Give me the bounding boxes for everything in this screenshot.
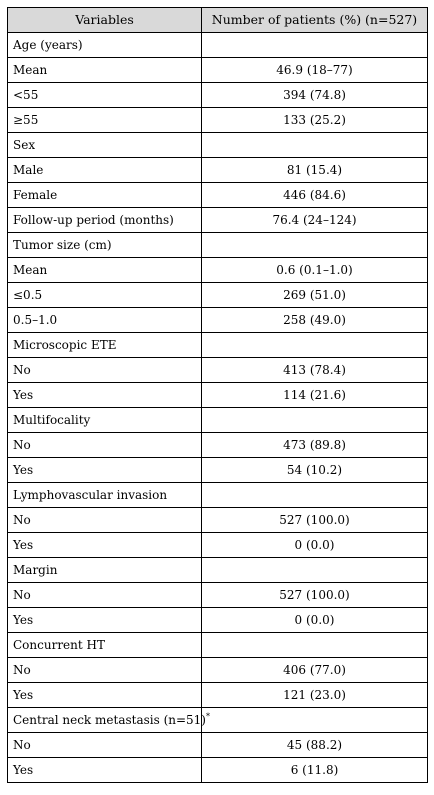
table-row: [8, 58, 428, 83]
row-label: [8, 258, 202, 283]
row-label-text: Concurrent HT: [13, 638, 105, 652]
row-value: [202, 558, 428, 583]
row-label-text: No: [13, 513, 31, 527]
row-value: 54 (10.2): [202, 458, 428, 483]
row-label: [8, 483, 202, 508]
row-label-text: Female: [13, 188, 58, 202]
table-row: [8, 233, 428, 258]
table-row: [8, 108, 428, 133]
table-row: [8, 533, 428, 558]
row-label: [8, 158, 202, 183]
row-label: [8, 633, 202, 658]
row-label-text: Yes: [13, 763, 34, 777]
row-label-text: Lymphovascular invasion: [13, 488, 168, 502]
row-label-text: Mean: [13, 263, 48, 277]
row-label-text: Multifocality: [13, 413, 91, 427]
row-label: [8, 208, 202, 233]
row-label-text: Yes: [13, 388, 34, 402]
row-label: [8, 733, 202, 758]
row-value: [202, 408, 428, 433]
table-row: [8, 558, 428, 583]
table-row: [8, 733, 428, 758]
row-label: [8, 583, 202, 608]
row-label: [8, 408, 202, 433]
table-row: [8, 258, 428, 283]
table-row: [8, 208, 428, 233]
patient-characteristics-table: [7, 7, 428, 783]
row-label-text: No: [13, 588, 31, 602]
row-label-text: Tumor size (cm): [13, 238, 112, 252]
row-value: 394 (74.8): [202, 83, 428, 108]
row-value: 76.4 (24–124): [202, 208, 428, 233]
table-row: [8, 708, 428, 733]
table-row: [8, 683, 428, 708]
row-value: 114 (21.6): [202, 383, 428, 408]
row-value: [202, 633, 428, 658]
row-label-text: Male: [13, 163, 44, 177]
row-value: [202, 233, 428, 258]
row-value: 133 (25.2): [202, 108, 428, 133]
row-label-text: No: [13, 663, 31, 677]
row-value: [202, 333, 428, 358]
header-variables: Variables: [8, 8, 202, 33]
row-value: 446 (84.6): [202, 183, 428, 208]
table-row: [8, 333, 428, 358]
row-label: [8, 533, 202, 558]
row-value: 46.9 (18–77): [202, 58, 428, 83]
table-row: [8, 133, 428, 158]
table-row: [8, 633, 428, 658]
row-value: 413 (78.4): [202, 358, 428, 383]
row-value: [202, 483, 428, 508]
table-row: [8, 758, 428, 783]
table-row: [8, 358, 428, 383]
row-value: 269 (51.0): [202, 283, 428, 308]
table-row: [8, 658, 428, 683]
row-label-text: <55: [13, 88, 39, 102]
row-value: 121 (23.0): [202, 683, 428, 708]
row-value: 406 (77.0): [202, 658, 428, 683]
row-label-text: Age (years): [13, 38, 83, 52]
row-value: 0 (0.0): [202, 608, 428, 633]
row-label-text: Follow-up period (months): [13, 213, 174, 227]
row-value: 45 (88.2): [202, 733, 428, 758]
row-label: [8, 133, 202, 158]
row-label-text: 0.5–1.0: [13, 313, 58, 327]
row-label: [8, 683, 202, 708]
table-row: [8, 583, 428, 608]
row-label: [8, 308, 202, 333]
row-label-text: No: [13, 738, 31, 752]
row-value: 527 (100.0): [202, 583, 428, 608]
table-row: [8, 83, 428, 108]
row-value: 527 (100.0): [202, 508, 428, 533]
row-value: 258 (49.0): [202, 308, 428, 333]
table-row: [8, 508, 428, 533]
row-label: [8, 283, 202, 308]
table-row: [8, 283, 428, 308]
table-row: [8, 183, 428, 208]
row-value: 473 (89.8): [202, 433, 428, 458]
row-label: [8, 708, 210, 733]
row-label: [8, 358, 202, 383]
row-label-text: No: [13, 363, 31, 377]
row-value: [202, 33, 428, 58]
row-label-text: No: [13, 438, 31, 452]
row-label-text: Yes: [13, 463, 34, 477]
row-label: [8, 758, 202, 783]
row-label: [8, 608, 202, 633]
table-row: [8, 158, 428, 183]
row-label: [8, 508, 202, 533]
table-row: [8, 483, 428, 508]
row-label-text: Central neck metastasis (n=51): [13, 713, 206, 727]
footnote-marker: *: [206, 712, 210, 721]
row-label: [8, 58, 202, 83]
row-label-text: Yes: [13, 688, 34, 702]
row-label: [8, 383, 202, 408]
row-value: [202, 708, 428, 733]
row-label: [8, 333, 202, 358]
row-label: [8, 433, 202, 458]
table-row: [8, 608, 428, 633]
row-value: 0 (0.0): [202, 533, 428, 558]
table-row: [8, 33, 428, 58]
row-label: [8, 558, 202, 583]
row-label: [8, 658, 202, 683]
table-body: [8, 33, 428, 783]
row-label: [8, 233, 202, 258]
table-row: [8, 433, 428, 458]
table-header: [8, 8, 428, 33]
row-label-text: Microscopic ETE: [13, 338, 117, 352]
row-label: [8, 33, 202, 58]
row-label-text: ≤0.5: [13, 288, 43, 302]
row-label: [8, 458, 202, 483]
row-value: 0.6 (0.1–1.0): [202, 258, 428, 283]
row-label: [8, 83, 202, 108]
row-value: 81 (15.4): [202, 158, 428, 183]
header-row: [8, 8, 428, 33]
row-label-text: Yes: [13, 613, 34, 627]
table-row: [8, 383, 428, 408]
table-row: [8, 458, 428, 483]
row-label-text: Yes: [13, 538, 34, 552]
table-row: [8, 308, 428, 333]
row-label: [8, 183, 202, 208]
row-label: [8, 108, 202, 133]
row-value: [202, 133, 428, 158]
row-value: 6 (11.8): [202, 758, 428, 783]
row-label-text: Sex: [13, 138, 36, 152]
table-row: [8, 408, 428, 433]
header-number-of-patients: Number of patients (%) (n=527): [202, 8, 428, 33]
row-label-text: Margin: [13, 563, 58, 577]
row-label-text: Mean: [13, 63, 48, 77]
row-label-text: ≥55: [13, 113, 39, 127]
